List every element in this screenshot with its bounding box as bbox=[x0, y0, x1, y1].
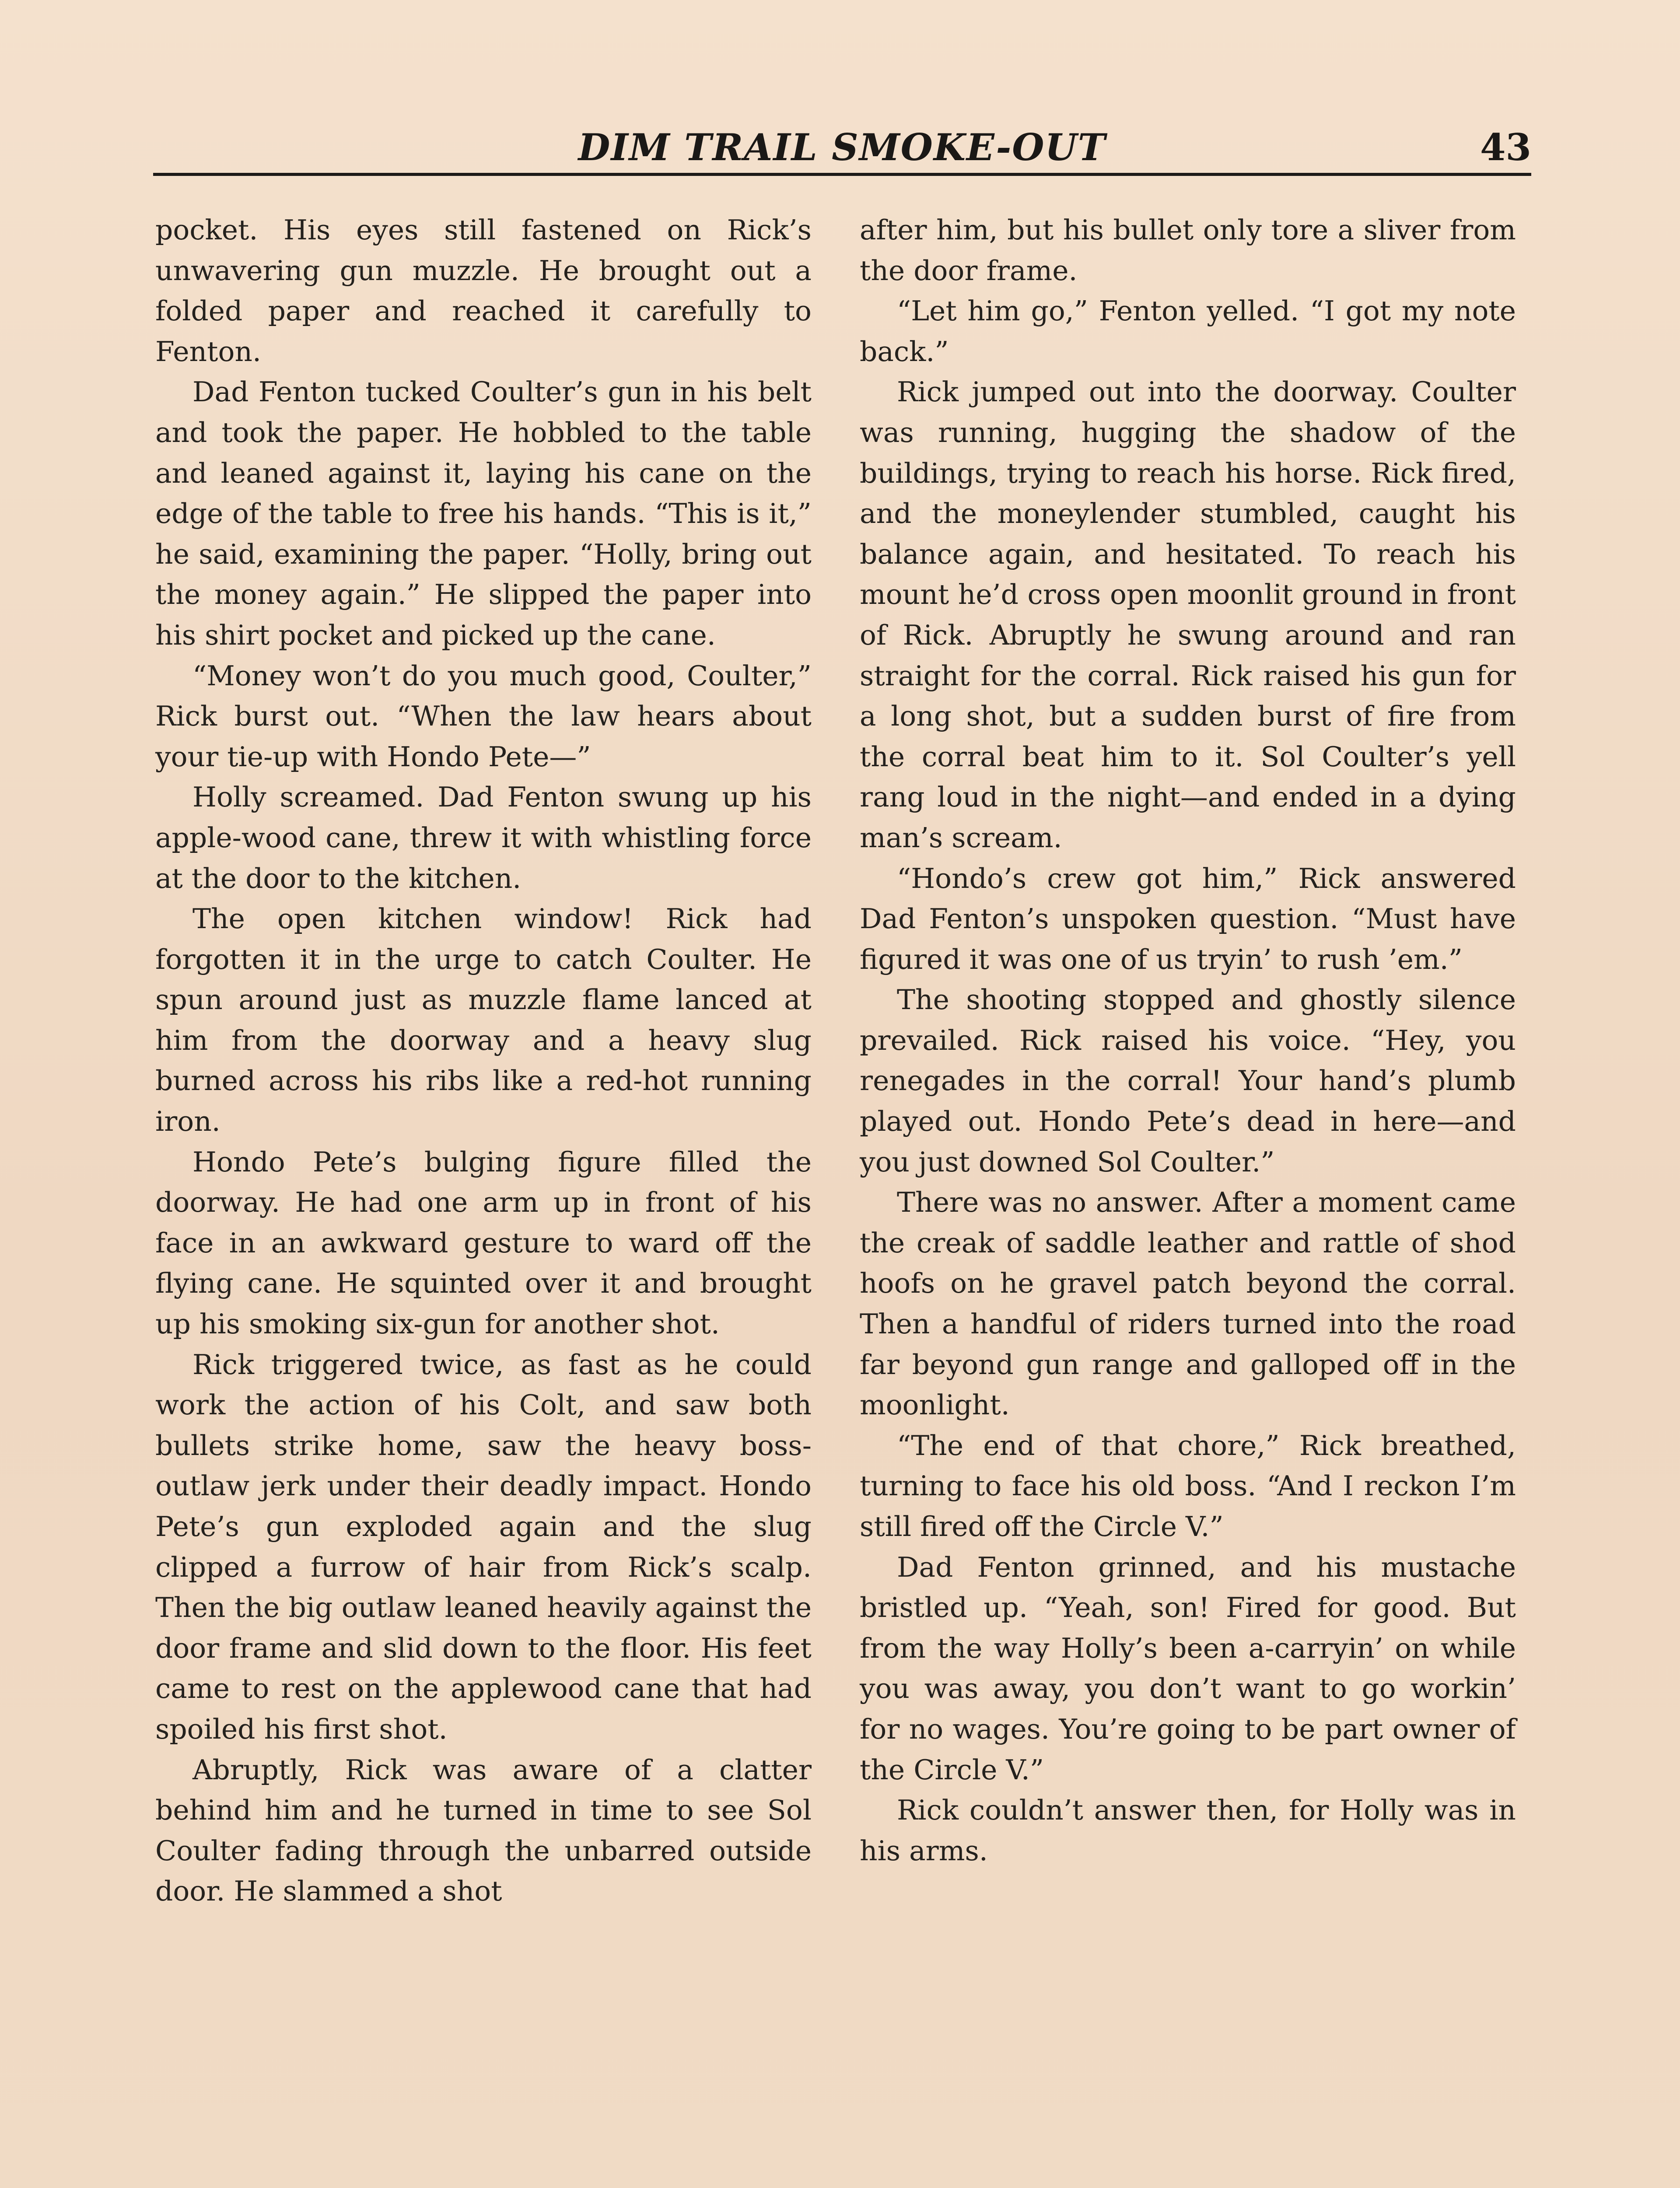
paragraph: Hondo Pete’s bulging figure filled the doorway. He had one arm up in front of his face in an awkward gesture to ward off the flying cane. He squinted over it and brought up his smoking six-gun for another shot. bbox=[155, 1146, 812, 1340]
paragraph: The shooting stopped and ghostly silence prevailed. Rick raised his voice. “Hey, you renegades in the corral! Your hand’s plumb played out. Hondo Pete’s dead in here—and you just downed Sol Coulter.” bbox=[860, 984, 1516, 1178]
paragraph: Abruptly, Rick was aware of a clatter behind him and he turned in time to see Sol Coulter fading through the unbarred outside door. He slammed a shot bbox=[155, 1753, 812, 1907]
paragraph: after him, but his bullet only tore a sliver from the door frame. bbox=[860, 214, 1516, 287]
paragraph: Rick couldn’t answer then, for Holly was in his arms. bbox=[860, 1794, 1516, 1867]
running-title: DIM TRAIL SMOKE-OUT bbox=[578, 126, 1106, 169]
paragraph: There was no answer. After a moment came the creak of saddle leather and rattle of shod hoofs on he gravel patch beyond the corral. Then a handful of riders turned into the road far beyond gun range and galloped off in the moonlight. bbox=[860, 1186, 1516, 1421]
page-header bbox=[153, 125, 1531, 176]
paragraph: Dad Fenton tucked Coulter’s gun in his belt and took the paper. He hobbled to the table and leaned against it, laying his cane on the edge of the table to free his hands. “This is it,” he said, examining the paper. “Holly, bring out the money again.” He slipped the paper into his shirt pocket and picked up the cane. bbox=[155, 376, 812, 651]
page-number: 43 bbox=[1480, 126, 1531, 169]
paragraph: The open kitchen window! Rick had forgotten it in the urge to catch Coulter. He spun around just as muzzle flame lanced at him from the doorway and a heavy slug burned across his ribs like a red-hot running iron. bbox=[155, 903, 812, 1138]
paragraph: Holly screamed. Dad Fenton swung up his apple-wood cane, threw it with whistling force at the door to the kitchen. bbox=[155, 781, 812, 894]
paragraph: pocket. His eyes still fastened on Rick’s unwavering gun muzzle. He brought out a folded paper and reached it carefully to Fenton. bbox=[155, 214, 812, 368]
paragraph: “Money won’t do you much good, Coulter,” Rick burst out. “When the law hears about your tie-up with Hondo Pete—” bbox=[155, 659, 812, 773]
paragraph: Rick triggered twice, as fast as he could work the action of his Colt, and saw both bullets strike home, saw the heavy boss-outlaw jerk under their deadly impact. Hondo Pete’s gun exploded again and the slug clipped a furrow of hair from Rick’s scalp. Then the big outlaw leaned heavily against the door frame and slid down to the floor. His feet came to rest on the applewood cane that had spoiled his first shot. bbox=[155, 1348, 812, 1745]
paragraph: Dad Fenton grinned, and his mustache bristled up. “Yeah, son! Fired for good. But from the way Holly’s been a-carryin’ on while you was away, you don’t want to go workin’ for no wages. You’re going to be part owner of the Circle V.” bbox=[860, 1551, 1516, 1786]
paragraph: “The end of that chore,” Rick breathed, turning to face his old boss. “And I reckon I’m still fired off the Circle V.” bbox=[860, 1429, 1516, 1543]
paragraph: “Let him go,” Fenton yelled. “I got my note back.” bbox=[860, 295, 1516, 368]
paragraph: Rick jumped out into the doorway. Coulter was running, hugging the shadow of the buildings, trying to reach his horse. Rick fired, and the moneylender stumbled, caught his balance again, and hesitated. To reach his mount he’d cross open moonlit ground in front of Rick. Abruptly he swung around and ran straight for the corral. Rick raised his gun for a long shot, but a sudden burst of fire from the corral beat him to it. Sol Coulter’s yell rang loud in the night—and ended in a dying man’s scream. bbox=[860, 376, 1516, 854]
right-column bbox=[860, 210, 1516, 1871]
left-column bbox=[155, 210, 812, 1912]
paragraph: “Hondo’s crew got him,” Rick answered Dad Fenton’s unspoken question. “Must have figured it was one of us tryin’ to rush ’em.” bbox=[860, 862, 1516, 975]
